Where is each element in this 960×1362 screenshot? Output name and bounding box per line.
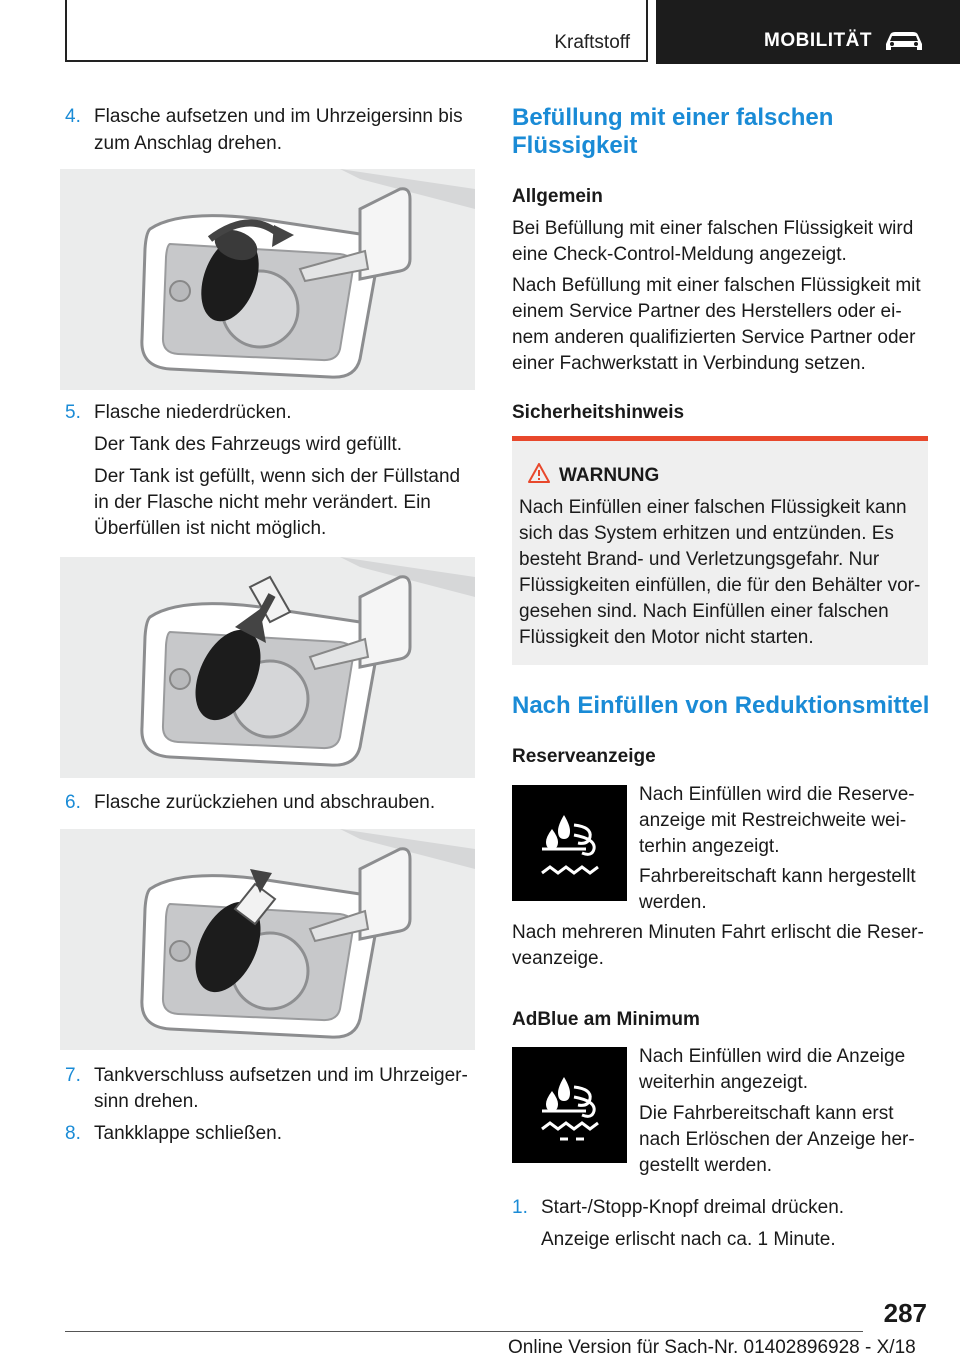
chapter-tab [656,0,960,64]
header-section-box [65,0,648,62]
illustration-bottle-press-down [60,557,475,778]
illustration-bottle-pull-back [60,829,475,1050]
adblue-reserve-indicator [512,785,627,901]
step-sub-text-line: Der Tank ist gefüllt, wenn sich der Füllstand [94,466,461,487]
step-text-line: zum Anschlag drehen. [94,133,283,154]
footer-divider [65,1331,863,1332]
paragraph-line: Nach Einfüllen wird die Anzeige [639,1046,906,1067]
subheading-minimum: AdBlue am Minimum [512,1009,700,1030]
step-text: Flasche zurückziehen und abschrauben. [94,792,436,813]
warning-text-line: Flüssigkeit den Motor nicht starten. [519,627,814,648]
paragraph-line: werden. [639,892,707,913]
step-sub-text: Der Tank des Fahrzeugs wird gefüllt. [94,434,403,455]
step-text-line: Flasche aufsetzen und im Uhrzeigersinn bis [94,106,463,127]
subheading-safety: Sicherheitshinweis [512,402,685,423]
step-number: 5. [65,402,81,423]
adblue-minimum-indicator [512,1047,627,1163]
paragraph-line: Nach Einfüllen wird die Reserve- [639,784,915,805]
illustration-bottle-screw-on [60,169,475,390]
warning-text-line: besteht Brand- und Verletzungsgefahr. Nur [519,549,880,570]
heading-wrong-fluid-line2: Flüssigkeit [512,132,638,159]
step-number: 4. [65,106,81,127]
step-number: 7. [65,1065,81,1086]
warning-text-line: Nach Einfüllen einer falschen Flüssigkeit kann [519,497,907,518]
step-number: 8. [65,1123,81,1144]
step-text-line: sinn drehen. [94,1091,199,1112]
step-number: 1. [512,1197,528,1218]
paragraph-line: Die Fahrbereitschaft kann erst [639,1103,894,1124]
paragraph-line: veanzeige. [512,948,604,969]
paragraph-line: Fahrbereitschaft kann hergestellt [639,866,916,887]
paragraph-line: nem anderen qualifizierten Service Partner oder [512,327,916,348]
step-text: Start-/Stopp-Knopf dreimal drücken. [541,1197,845,1218]
warning-text-line: sich das System erhitzen und entzünden. Es [519,523,894,544]
step-sub-text-line: Überfüllen ist nicht möglich. [94,518,327,539]
paragraph-line: Bei Befüllung mit einer falschen Flüssigkeit wird [512,218,914,239]
step-sub-text: Anzeige erlischt nach ca. 1 Minute. [541,1229,836,1250]
paragraph-line: einer Fachwerkstatt in Verbindung setzen. [512,353,866,374]
car-icon [882,28,926,54]
warning-triangle-icon [528,463,550,483]
paragraph-line: nach Erlöschen der Anzeige her- [639,1129,915,1150]
paragraph-line: einem Service Partner des Herstellers oder ei- [512,301,902,322]
paragraph-line: anzeige mit Restreichweite wei- [639,810,907,831]
warning-box [512,441,928,665]
paragraph-line: gestellt werden. [639,1155,773,1176]
warning-text-line: gesehen sind. Nach Einfüllen einer falschen [519,601,889,622]
paragraph-line: terhin angezeigt. [639,836,780,857]
step-text-line: Flasche niederdrücken. [94,402,292,423]
paragraph-line: Nach Befüllung mit einer falschen Flüssigkeit mit [512,275,921,296]
subheading-allgemein: Allgemein [512,186,603,207]
paragraph-line: weiterhin angezeigt. [639,1072,808,1093]
paragraph-line: Nach mehreren Minuten Fahrt erlischt die Reser- [512,922,924,943]
chapter-title: MOBILITÄT [764,30,872,51]
subheading-reserve: Reserveanzeige [512,746,656,767]
page-number: 287 [883,1298,927,1328]
paragraph-line: eine Check-Control-Meldung angezeigt. [512,244,847,265]
heading-wrong-fluid: Befüllung mit einer falschen [512,104,834,131]
step-number: 6. [65,792,81,813]
adblue-reserve-icon [512,785,627,901]
warning-text-line: Flüssigkeiten einfüllen, die für den Behälter vor- [519,575,921,596]
step-text-line: Tankverschluss aufsetzen und im Uhrzeiger- [94,1065,468,1086]
section-title: Kraftstoff [554,32,630,53]
step-text: Tankklappe schließen. [94,1123,282,1144]
step-sub-text-line: in der Flasche nicht mehr verändert. Ein [94,492,431,513]
warning-label: WARNUNG [559,465,660,486]
footer-version-text: Online Version für Sach-Nr. 01402896928 - X/18 [508,1337,916,1358]
heading-after-reductant: Nach Einfüllen von Reduktionsmittel [512,692,930,719]
adblue-minimum-icon [512,1047,627,1163]
